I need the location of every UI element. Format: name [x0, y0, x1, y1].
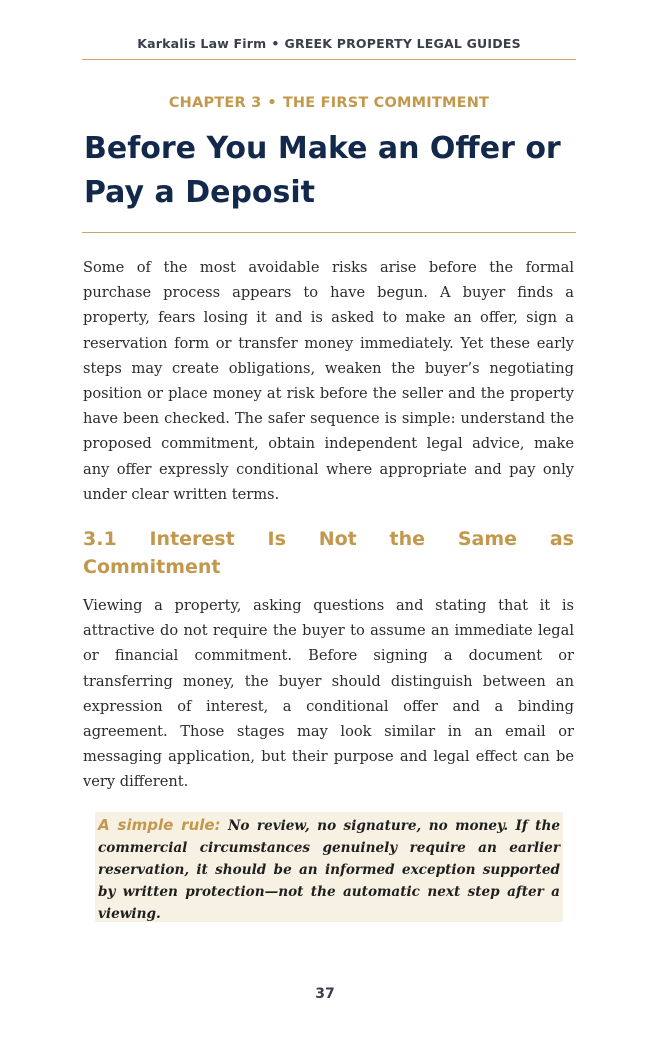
section-heading [83, 525, 574, 581]
header-firm-name: Karkalis Law Firm [137, 36, 267, 51]
callout-body [98, 814, 560, 925]
page-number: 37 [315, 986, 335, 1002]
chapter-separator: • [267, 95, 277, 111]
section-heading-text: Interest Is Not the Same as Commitment [83, 528, 574, 578]
chapter-label [82, 95, 576, 111]
page-title: Before You Make an Offer or Pay a Deposit [84, 131, 561, 210]
callout-label: A simple rule: [98, 816, 221, 834]
header-separator: • [271, 36, 280, 51]
header-rule [82, 59, 576, 60]
chapter-number: CHAPTER 3 [168, 95, 262, 111]
chapter-name: THE FIRST COMMITMENT [282, 95, 490, 111]
running-header [82, 36, 576, 51]
section-paragraph: Viewing a property, asking questions and stating that it is attractive do not require the buyer to assume an immediate legal or financial commitment. Before signing a document or transferring money, the buyer should distinguish between an expression of interest, a conditional offer and a binding agreement. Those stages may look similar in an email or messaging application, but their purpose and legal effect can be very different. [83, 597, 574, 791]
title-rule [82, 232, 576, 233]
intro-paragraph: Some of the most avoidable risks arise before the formal purchase process appears to have begun. A buyer finds a property, fears losing it and is asked to make an offer, sign a reservation form or transfer money immediately. Yet these early steps may create obligations, weaken the buyer’s negotiating position or place money at risk before the seller and the property have been checked. The safer sequence is simple: understand the proposed commitment, obtain independent legal advice, make any offer expressly conditional where appropriate and pay only under clear written terms. [83, 259, 574, 503]
callout-text: No review, no signature, no money. If the commercial circumstances genuinely require an earlier reservation, it should be an informed exception supported by written protection—not the automatic next step after a viewing. [98, 818, 560, 922]
section-number: 3.1 [83, 528, 117, 550]
callout-box [95, 812, 563, 922]
header-series-title: GREEK PROPERTY LEGAL GUIDES [284, 36, 521, 51]
